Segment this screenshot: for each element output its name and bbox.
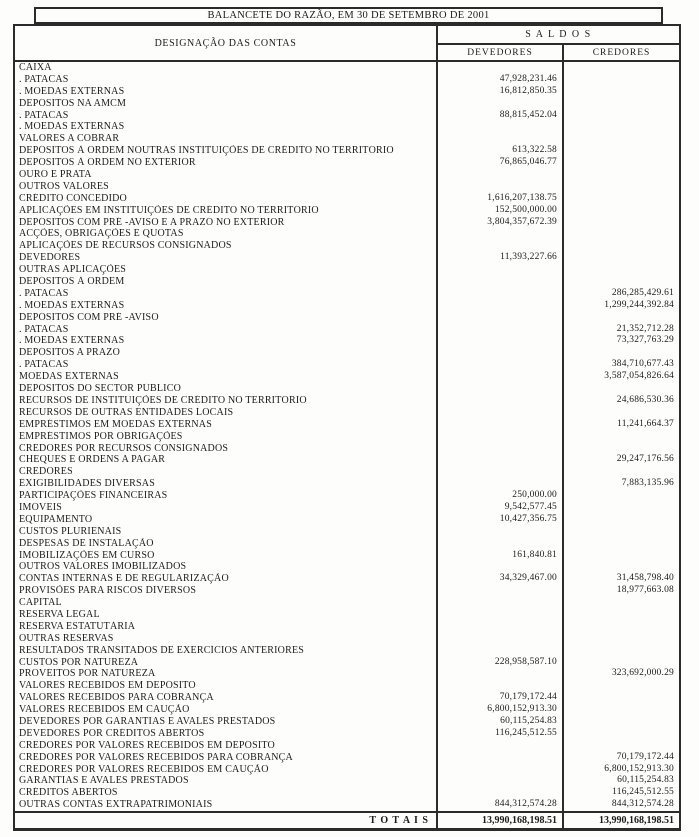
credores-value [562,716,679,728]
table-header [15,26,679,62]
account-name: OUTRAS RESERVAS [19,632,114,644]
credores-value [562,431,679,443]
account-row [15,86,679,98]
account-row [15,478,679,490]
devedores-value: 6,800,152,913.30 [436,704,562,716]
credores-value [562,383,679,395]
account-row [15,121,679,133]
document-title: BALANCETE DO RAZÃO, EM 30 DE SETEMBRO DE 2001 [34,7,663,24]
account-row [15,764,679,776]
account-row [15,133,679,145]
account-row [15,585,679,597]
credores-value: 323,692,000.29 [562,668,679,680]
account-row [15,728,679,740]
account-name: CUSTOS PLURIENAIS [19,525,122,537]
devedores-value [436,621,562,633]
credores-value [562,550,679,562]
account-name: DEPÓSITOS À ORDEM NO EXTERIOR [19,157,196,169]
account-row [15,490,679,502]
credores-value: 29,247,176.56 [562,454,679,466]
account-name: CHEQUES E ORDENS A PAGAR [19,454,166,466]
credores-value: 6,800,152,913.30 [562,764,679,776]
account-name: RESULTADOS TRANSITADOS DE EXERCÍCIOS ANTERIORES [19,644,305,656]
saldos-header-group [436,26,679,60]
devedores-value [436,419,562,431]
account-name: VALORES RECEBIDOS PARA COBRANÇA [19,692,214,704]
credores-value [562,205,679,217]
devedores-value [436,98,562,110]
devedores-value: 844,312,574.28 [436,799,562,811]
account-row [15,680,679,692]
account-row [15,276,679,288]
devedores-value: 11,393,227.66 [436,252,562,264]
credores-value [562,740,679,752]
devedores-value: 60,115,254.83 [436,716,562,728]
account-row [15,502,679,514]
account-name: RECURSOS DE INSTITUIÇÕES DE CRÉDITO NO TERRITÓRIO [19,394,307,406]
devedores-value [436,597,562,609]
devedores-value [436,371,562,383]
account-row [15,550,679,562]
account-name: CRÉDITO CONCEDIDO [19,192,127,204]
credores-value [562,466,679,478]
devedores-value [436,775,562,787]
devedores-value [436,645,562,657]
account-name: . MOEDAS EXTERNAS [19,121,125,133]
devedores-value [436,407,562,419]
devedores-value: 1,616,207,138.75 [436,193,562,205]
devedores-value [436,764,562,776]
devedores-value [436,62,562,74]
devedores-value [436,228,562,240]
account-name: OUTRAS CONTAS EXTRAPATRIMONIAIS [19,799,213,811]
account-row [15,383,679,395]
devedores-value: 47,928,231.46 [436,74,562,86]
account-name: . PATACAS [19,287,69,299]
devedores-value [436,133,562,145]
account-name: . PATACAS [19,359,69,371]
credores-value [562,181,679,193]
credores-value: 70,179,172.44 [562,752,679,764]
account-name: DEPÓSITOS DO SECTOR PÚBLICO [19,383,182,395]
credores-value [562,561,679,573]
account-name: RECURSOS DE OUTRAS ENTIDADES LOCAIS [19,406,234,418]
credores-value [562,98,679,110]
devedores-value: 116,245,512.55 [436,728,562,740]
devedores-value [436,526,562,538]
credores-value: 116,245,512.55 [562,787,679,799]
account-row [15,169,679,181]
devedores-value [436,276,562,288]
devedores-value [436,181,562,193]
credores-value: 60,115,254.83 [562,775,679,787]
devedores-value [436,740,562,752]
devedores-value [436,335,562,347]
account-name: ACÇÕES, OBRIGAÇÕES E QUOTAS [19,228,184,240]
account-row [15,359,679,371]
devedores-value: 3,804,357,672.39 [436,217,562,229]
devedores-value [436,359,562,371]
account-row [15,300,679,312]
credores-value [562,74,679,86]
account-row [15,657,679,669]
credores-value: 1,299,244,392.84 [562,300,679,312]
account-name: CREDORES POR VALORES RECEBIDOS EM CAUÇÃO [19,763,269,775]
credores-value [562,110,679,122]
account-name: CREDORES POR VALORES RECEBIDOS EM DEPÓSITO [19,739,275,751]
account-row [15,609,679,621]
account-name: EQUIPAMENTO [19,513,93,525]
account-row [15,704,679,716]
account-row [15,347,679,359]
account-row [15,431,679,443]
credores-value [562,312,679,324]
account-name: CREDORES [19,466,73,478]
credores-value [562,145,679,157]
devedores-value [436,609,562,621]
account-name: . PATACAS [19,73,69,85]
devedores-value: 34,329,467.00 [436,573,562,585]
account-name: DEVEDORES [19,252,81,264]
account-name: CAPITAL [19,597,62,609]
saldos-subheaders [438,43,679,60]
credores-value [562,692,679,704]
devedores-value [436,478,562,490]
account-row [15,573,679,585]
account-name: . PATACAS [19,323,69,335]
credores-value [562,645,679,657]
account-row [15,799,679,811]
devedores-value: 613,322.58 [436,145,562,157]
totals-credores-value: 13,990,168,198.51 [562,813,679,828]
account-name: . MOEDAS EXTERNAS [19,335,125,347]
account-row [15,514,679,526]
account-row [15,228,679,240]
credores-value [562,526,679,538]
account-name: IMÓVEIS [19,501,63,513]
account-row [15,419,679,431]
credores-value [562,443,679,455]
devedores-value: 88,815,452.04 [436,110,562,122]
account-name: . MOEDAS EXTERNAS [19,299,125,311]
account-name: OUTRAS APLICAÇÕES [19,264,127,276]
credores-value [562,609,679,621]
credores-value: 31,458,798.40 [562,573,679,585]
totals-devedores-value: 13,990,168,198.51 [436,813,562,828]
account-name: DEPÓSITOS NA AMCM [19,97,127,109]
devedores-value: 250,000.00 [436,490,562,502]
credores-value [562,62,679,74]
account-row [15,454,679,466]
credores-value: 844,312,574.28 [562,799,679,811]
account-name: OURO E PRATA [19,169,92,181]
credores-column-header: CREDORES [562,45,679,60]
devedores-value: 228,958,587.10 [436,657,562,669]
credores-value: 3,587,054,826.64 [562,371,679,383]
account-row [15,98,679,110]
totals-label: T O T A I S [369,815,429,827]
credores-value [562,633,679,645]
account-row [15,538,679,550]
account-row [15,752,679,764]
devedores-value: 10,427,356.75 [436,514,562,526]
account-row [15,466,679,478]
devedores-value [436,752,562,764]
account-row [15,645,679,657]
credores-value [562,169,679,181]
account-name: CREDORES POR VALORES RECEBIDOS PARA COBRANÇA [19,751,293,763]
account-row [15,264,679,276]
account-row [15,252,679,264]
account-row [15,787,679,799]
account-name: CUSTOS POR NATUREZA [19,656,139,668]
designation-column-header: DESIGNAÇÃO DAS CONTAS [154,37,297,49]
account-name: VALORES RECEBIDOS EM DEPÓSITO [19,680,196,692]
account-name: DEPÓSITOS COM PRÉ -AVISO E A PRAZO NO EXTERIOR [19,216,285,228]
totals-row [15,811,679,828]
credores-value [562,407,679,419]
account-row [15,157,679,169]
account-name: OUTROS VALORES [19,180,109,192]
account-name: EMPRÉSTIMOS POR OBRIGAÇÕES [19,430,183,442]
saldos-column-header: S A L D O S [525,29,592,40]
devedores-value [436,668,562,680]
account-row [15,217,679,229]
account-name: . PATACAS [19,109,69,121]
devedores-value [436,300,562,312]
account-row [15,621,679,633]
account-name: VALORES RECEBIDOS EM CAUÇÃO [19,704,190,716]
account-name: PROVEITOS POR NATUREZA [19,668,156,680]
account-name: CREDORES POR RECURSOS CONSIGNADOS [19,442,229,454]
account-row [15,145,679,157]
devedores-value: 161,840.81 [436,550,562,562]
account-name: DEPÓSITOS À ORDEM [19,276,125,288]
devedores-value [436,324,562,336]
account-row [15,193,679,205]
devedores-column-header: DEVEDORES [467,47,533,58]
account-name: CONTAS INTERNAS E DE REGULARIZAÇÃO [19,573,229,585]
devedores-value: 152,500,000.00 [436,205,562,217]
account-name: DESPESAS DE INSTALAÇÃO [19,537,154,549]
account-row [15,526,679,538]
credores-value: 24,686,530.36 [562,395,679,407]
devedores-value [436,431,562,443]
account-row [15,335,679,347]
account-row [15,240,679,252]
devedores-value: 9,542,577.45 [436,502,562,514]
devedores-value [436,383,562,395]
account-row [15,312,679,324]
account-name: EXIGIBILIDADES DIVERSAS [19,478,155,490]
account-row [15,395,679,407]
credores-value [562,252,679,264]
devedores-value [436,121,562,133]
account-name: IMOBILIZAÇÕES EM CURSO [19,549,155,561]
account-name: DEPÓSITOS COM PRÉ -AVISO [19,311,159,323]
devedores-value [436,264,562,276]
account-name: PARTICIPAÇÕES FINANCEIRAS [19,490,168,502]
devedores-value [436,347,562,359]
account-row [15,668,679,680]
credores-value [562,680,679,692]
account-row [15,633,679,645]
account-name: CRÉDITOS ABERTOS [19,787,118,799]
credores-value [562,490,679,502]
balance-table [13,24,681,831]
account-row [15,74,679,86]
credores-value: 384,710,677.43 [562,359,679,371]
account-name: RESERVA ESTATUTÁRIA [19,620,136,632]
account-name: APLICAÇÕES EM INSTITUIÇÕES DE CRÉDITO NO TERRITÓRIO [19,204,319,216]
devedores-value [436,169,562,181]
account-row [15,288,679,300]
account-name: DEPÓSITOS À ORDEM NOUTRAS INSTITUIÇÕES DE CRÉDITO NO TERRITÓRIO [19,145,394,157]
table-body [15,62,679,811]
credores-value [562,347,679,359]
account-name: GARANTIAS E AVALES PRESTADOS [19,775,189,787]
account-row [15,716,679,728]
devedores-value [436,538,562,550]
account-name: RESERVA LEGAL [19,608,100,620]
account-name: PROVISÕES PARA RISCOS DIVERSOS [19,585,197,597]
devedores-value [436,288,562,300]
account-name: VALORES A COBRAR [19,133,120,145]
devedores-value [436,312,562,324]
account-row [15,324,679,336]
credores-value [562,728,679,740]
account-row [15,740,679,752]
account-name: DEPÓSITOS A PRAZO [19,347,121,359]
account-name: DEVEDORES POR CRÉDITOS ABERTOS [19,727,205,739]
account-row [15,597,679,609]
devedores-value [436,443,562,455]
credores-value [562,217,679,229]
devedores-value [436,240,562,252]
credores-value [562,240,679,252]
credores-value [562,704,679,716]
account-row [15,775,679,787]
credores-value: 286,285,429.61 [562,288,679,300]
credores-value: 7,883,135.96 [562,478,679,490]
account-row [15,62,679,74]
devedores-value [436,787,562,799]
credores-value [562,657,679,669]
credores-value [562,597,679,609]
account-row [15,443,679,455]
credores-value: 11,241,664.37 [562,419,679,431]
credores-value: 18,977,663.08 [562,585,679,597]
account-name: EMPRÉSTIMOS EM MOEDAS EXTERNAS [19,418,212,430]
credores-value [562,157,679,169]
credores-value [562,264,679,276]
credores-value [562,121,679,133]
account-name: OUTROS VALORES IMOBILIZADOS [19,561,187,573]
credores-value [562,193,679,205]
devedores-value [436,454,562,466]
account-row [15,692,679,704]
account-row [15,110,679,122]
account-name: APLICAÇÕES DE RECURSOS CONSIGNADOS [19,240,232,252]
credores-value [562,86,679,98]
account-name: CAIXA [19,62,52,73]
devedores-value [436,680,562,692]
credores-value [562,228,679,240]
account-name: . MOEDAS EXTERNAS [19,85,125,97]
devedores-value: 76,865,046.77 [436,157,562,169]
account-row [15,371,679,383]
devedores-value: 16,812,850.35 [436,86,562,98]
credores-value [562,538,679,550]
credores-value [562,276,679,288]
credores-value [562,514,679,526]
devedores-value [436,395,562,407]
credores-value [562,502,679,514]
devedores-value: 70,179,172.44 [436,692,562,704]
account-row [15,561,679,573]
credores-value [562,133,679,145]
devedores-value [436,585,562,597]
account-row [15,407,679,419]
devedores-value [436,633,562,645]
credores-value: 73,327,763.29 [562,335,679,347]
credores-value: 21,352,712.28 [562,324,679,336]
account-row [15,181,679,193]
account-name: DEVEDORES POR GARANTIAS E AVALES PRESTADOS [19,715,276,727]
account-row [15,205,679,217]
devedores-value [436,466,562,478]
devedores-value [436,561,562,573]
credores-value [562,621,679,633]
account-name: MOEDAS EXTERNAS [19,371,119,383]
